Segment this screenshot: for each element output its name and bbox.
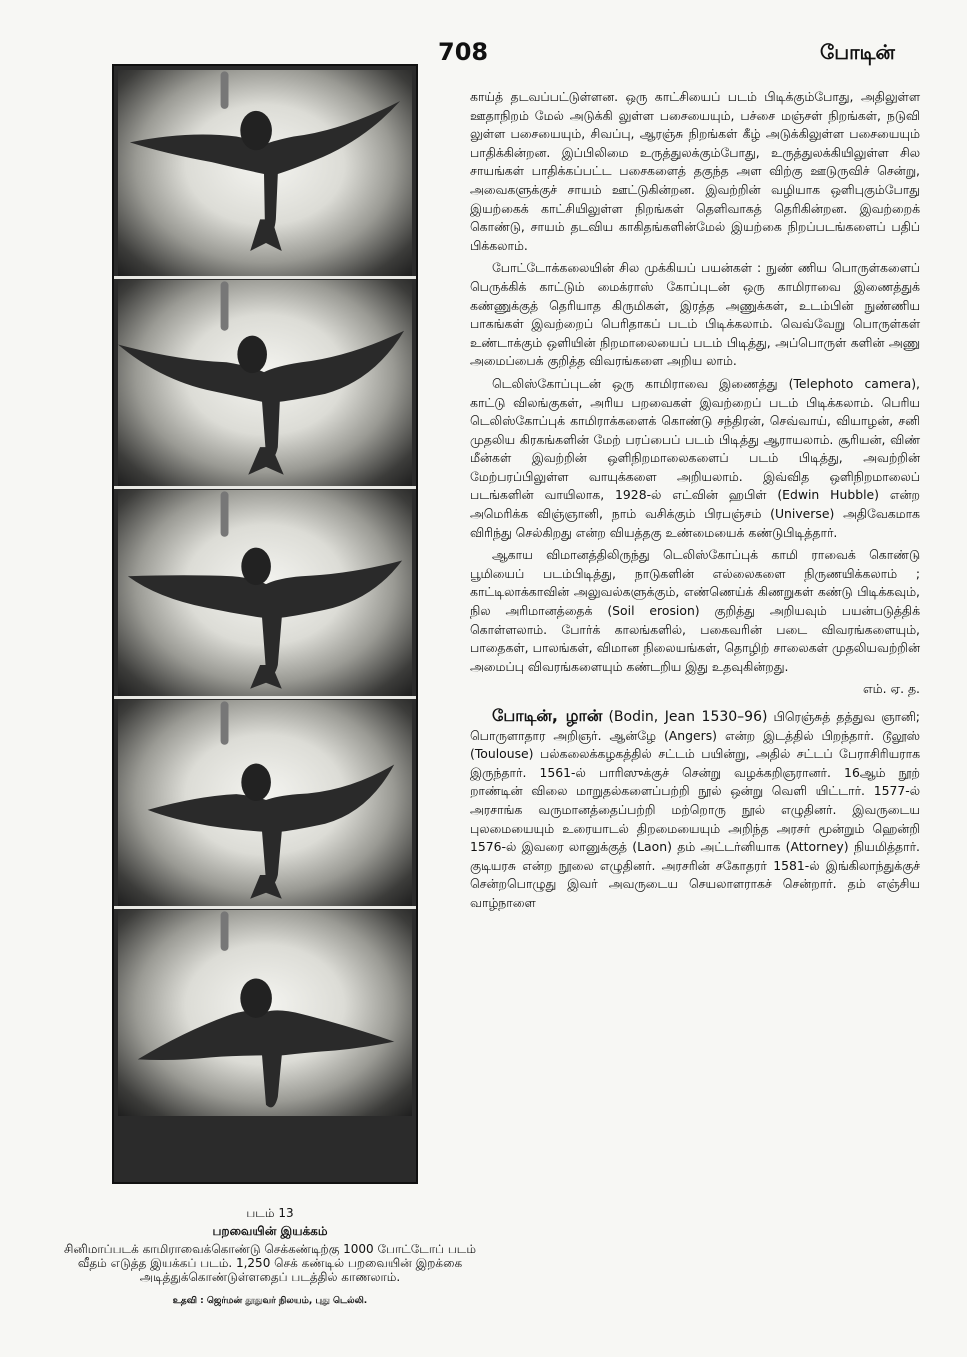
article-paragraph: காய்த் தடவப்பட்டுள்ளன. ஒரு காட்சியைப் படம் பிடிக்கும்போது, அதிலுள்ள ஊதாநிறம் மேல் அடுக்கி லுள்ள பசையையும், பச்சை மஞ்சள் நிறங்கள், நடுவி லுள்ள பசையையும், சிவப்பு, ஆரஞ்சு நிறங்கள் கீழ் அடுக்கிலுள்ள பசையையும் பாதிக்கின்றன. இப்பிலிமை உருத்துலக்கும்போது, உருத்துலக்கியிலுள்ள சில சாயங்கள் பாதிக்கப்பட்ட பசைகளைத் தகுந்த அள விற்கு ஊடுருவிச் சென்று, அவைகளுக்குச் சாயம் ஊட்டுகின்றன. இவற்றின் வழியாக ஒளிபுகும்போது இயற்கைக் காட்சியிலுள்ள நிறங்கள் தெளிவாகத் தெரிகின்றன. இவற்றைக் கொண்டு, சாயம் தடவிய காகிதங்களின்மேல் இயற்கை நிறப்படங்களைப் பதிப் பிக்கலாம். bbox=[470, 89, 920, 253]
photo-frame-5 bbox=[118, 910, 412, 1116]
encyclopedia-entry bbox=[470, 707, 920, 913]
author-signature: எம். ஏ. த. bbox=[862, 681, 920, 697]
bird-silhouette-icon bbox=[118, 70, 412, 276]
article-paragraph: போட்டோக்கலையின் சில முக்கியப் பயன்கள் : நுண் ணிய பொருள்களைப் பெருக்கிக் காட்டும் மைக்ராஸ் கோப்புடன் ஒரு காமிராவை இணைத்துக் கண்ணுக்குத் தெரியாத கிருமிகள், இரத்த அணுக்கள், உடம்பின் நுண்ணிய பாகங்கள் இவற்றைப் பெரிதாகப் படம் பிடிக்கலாம். வெவ்வேறு பொருள்கள் உண்டாக்கும் ஒளியின் நிறமாலையைப் படம் பிடித்து, அப்பொருள் களின் அணு அமைப்பைக் குறித்த விவரங்களை அறிய லாம். bbox=[470, 260, 920, 369]
entry-body: பிரெஞ்சுத் தத்துவ ஞானி; பொருளாதார அறிஞர். ஆன்ழே (Angers) என்ற இடத்தில் பிறந்தார். டூலூஸ் (Toulouse) பல்கலைக்கழகத்தில் சட்டம் பயின்று, அதில் சட்டப் பேராசிரியராக இருந்தார். 1561-ல் பாரிஸுக்குச் சென்று வழக்கறிஞரானர். 16ஆம் நூற் றாண்டின் விலை மாறுதல்களைப்பற்றி நூல் ஒன்று வெளி யிட்டார். 1577-ல் அரசாங்க வருமானத்தைப்பற்றி மற்றொரு நூல் எழுதினர். இவருடைய புலமையையும் உரையாடல் திறமையையும் அறிந்த அரசர் மூன்றும் ஹென்றி 1576-ல் இவரை லானுக்குத் (Laon) தம் அட்டர்னியாக (Attorney) நியமித்தார். குடியரசு என்ற நூலை எழுதினர். அரசரின் சகோதரர் 1581-ல் இங்கிலாந்துக்குச் சென்றபொழுது இவர் அவருடைய செயலாளராகச் சென்றார். தம் எஞ்சிய வாழ்நாளை bbox=[470, 709, 920, 910]
photo-frame-3 bbox=[118, 490, 412, 696]
bird-motion-photo-strip bbox=[112, 64, 418, 1184]
article-text-column bbox=[470, 88, 920, 917]
running-head: போடின் bbox=[820, 40, 895, 64]
photo-frame-1 bbox=[118, 70, 412, 276]
photo-frame-4 bbox=[118, 700, 412, 906]
page-number: 708 bbox=[438, 38, 489, 66]
entry-latin-name: (Bodin, Jean 1530–96) bbox=[608, 709, 768, 725]
bird-silhouette-icon bbox=[118, 490, 412, 696]
bird-silhouette-icon bbox=[118, 700, 412, 906]
bird-silhouette-icon bbox=[118, 280, 412, 486]
bird-silhouette-icon bbox=[118, 910, 412, 1116]
figure-credit: உதவி : ஜெர்மன் தூதுவர் நிலயம், புது டெல்லி. bbox=[172, 1296, 368, 1306]
photo-frame-2 bbox=[118, 280, 412, 486]
figure-caption bbox=[60, 1206, 480, 1307]
entry-headword: போடின், ழான் bbox=[492, 706, 603, 725]
figure-label: படம் 13 bbox=[246, 1206, 294, 1220]
figure-title: பறவையின் இயக்கம் bbox=[212, 1224, 328, 1238]
figure-description: சினிமாப்படக் காமிராவைக்கொண்டு செக்கண்டிற்கு 1000 போட்டோப் படம் வீதம் எடுத்த இயக்கப் படம். 1,250 செக் கண்டில் பறவையின் இறக்கை அடித்துக்கொண்டுள்ளதைப் படத்தில் காணலாம். bbox=[64, 1242, 476, 1284]
article-paragraph: டெலிஸ்கோப்புடன் ஒரு காமிராவை இணைத்து (Telephoto camera), காட்டு விலங்குகள், அரிய பறவைகள் இவற்றைப் படம் பிடிக்கலாம். பெரிய டெலிஸ்கோப்புக் காமிராக்களைக் கொண்டு சந்திரன், செவ்வாய், வியாழன், சனி முதலிய கிரகங்களின் மேற் பரப்பைப் படம் பிடித்து ஆராயலாம். சூரியன், விண் மீன்கள் இவற்றின் ஒளிநிறமாலைகளைப் படம் பிடித்து, அவற்றின் மேற்பரப்பிலுள்ள வாயுக்களை அறியலாம். இவ்வித ஒளிநிறமாலைப் படங்களின் வாயிலாக, 1928-ல் எட்வின் ஹபிள் (Edwin Hubble) என்ற அமெரிக்க விஞ்ஞானி, நாம் வசிக்கும் பிரபஞ்சம் (Universe) அதிவேகமாக விரிந்து செல்கிறது என்ற வியத்தகு உண்மையைக் கண்டுபிடித்தார். bbox=[470, 375, 920, 540]
article-paragraph: ஆகாய விமானத்திலிருந்து டெலிஸ்கோப்புக் காமி ராவைக் கொண்டு பூமியைப் படம்பிடித்து, நாடுகளின் எல்லைகளை நிருணயிக்கலாம் ; காட்டிலாக்காவின் அலுவல்களுக்கும், எண்ணெய்க் கிணறுகள் கண்டு பிடிக்கவும், நில அரிமானத்தைக் (Soil erosion) குறித்து அறியவும் பயன்படுத்திக் கொள்ளலாம். போர்க் காலங்களில், பகைவரின் படை விவரங்களையும், பாதைகள், பாலங்கள், விமான நிலையங்கள், தொழிற் சாலைகள் முதலியவற்றின் அமைப்பு விவரங்களையும் கண்டறிய இது உதவுகின்றது. bbox=[470, 547, 920, 674]
